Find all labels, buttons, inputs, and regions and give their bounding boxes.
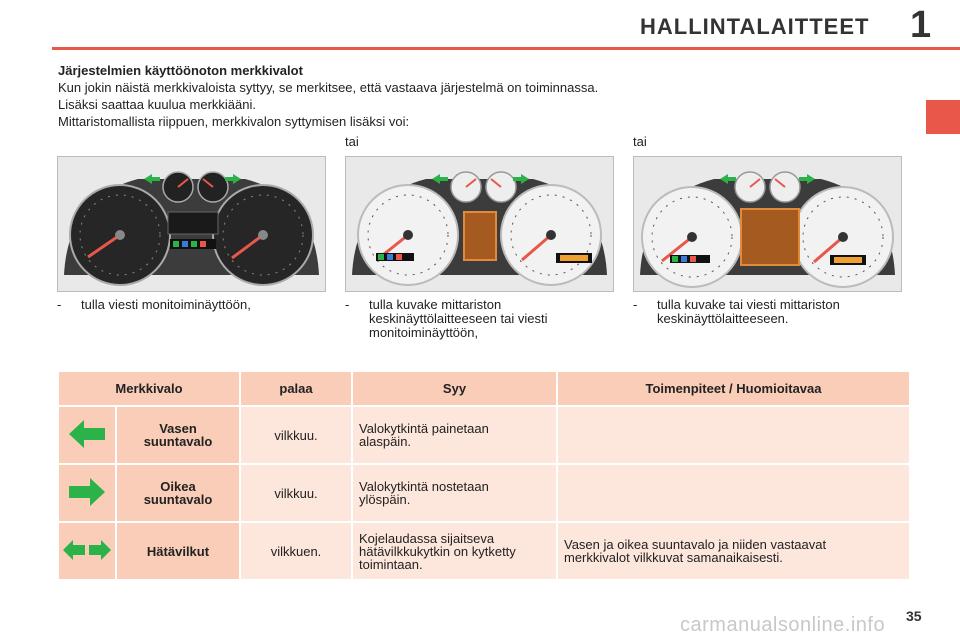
or-label: tai	[633, 134, 647, 149]
indicator-action: Vasen ja oikea suuntavalo ja niiden vastaavat merkkivalot vilkkuvat samanaikaisesti.	[558, 523, 909, 579]
indicator-name: Vasen suuntavalo	[117, 407, 239, 463]
intro-text	[58, 62, 778, 130]
intro-line: Kun jokin näistä merkkivaloista syttyy, se merkitsee, että vastaava järjestelmä on toiminnassa.	[58, 80, 599, 95]
caption-line: tulla viesti monitoiminäyttöön,	[81, 297, 251, 312]
indicator-name: Hätävilkut	[117, 523, 239, 579]
indicator-state: vilkkuu.	[241, 407, 351, 463]
indicator-name: Oikea suuntavalo	[117, 465, 239, 521]
column-header-state: palaa	[241, 372, 351, 405]
page-title: HALLINTALAITTEET	[640, 14, 870, 39]
column-header-cause: Syy	[353, 372, 556, 405]
indicator-icon-cell	[59, 465, 115, 521]
indicator-action	[558, 465, 909, 521]
instrument-cluster-image-2	[345, 156, 614, 292]
indicator-state: vilkkuu.	[241, 465, 351, 521]
indicator-icon-cell	[59, 407, 115, 463]
intro-line: Lisäksi saattaa kuulua merkkiääni.	[58, 97, 256, 112]
instrument-cluster-image-3	[633, 156, 902, 292]
column-header-indicator: Merkkivalo	[59, 372, 239, 405]
caption-line: monitoiminäyttöön,	[369, 325, 479, 340]
caption-line: keskinäyttölaitteeseen.	[657, 311, 789, 326]
caption-line: tulla kuvake mittariston	[369, 297, 502, 312]
indicator-state: vilkkuen.	[241, 523, 351, 579]
instrument-cluster-image-1	[57, 156, 326, 292]
indicator-table	[57, 370, 911, 581]
indicator-cause: Kojelaudassa sijaitseva hätävilkkukytkin on kytketty toimintaan.	[353, 523, 556, 579]
column-header-action: Toimenpiteet / Huomioitavaa	[558, 372, 909, 405]
table-row	[59, 523, 909, 579]
or-label: tai	[345, 134, 359, 149]
chapter-tab	[926, 100, 960, 134]
table-row	[59, 465, 909, 521]
caption-line: keskinäyttölaitteeseen tai viesti	[369, 311, 548, 326]
table-row	[59, 407, 909, 463]
chapter-number: 1	[910, 4, 932, 46]
indicator-cause: Valokytkintä nostetaan ylöspäin.	[353, 465, 556, 521]
section-heading: Järjestelmien käyttöönoton merkkivalot	[58, 63, 303, 78]
indicator-action	[558, 407, 909, 463]
left-arrow-icon	[67, 416, 107, 452]
indicator-icon-cell	[59, 523, 115, 579]
intro-line: Mittaristomallista riippuen, merkkivalon syttymisen lisäksi voi:	[58, 114, 410, 129]
table-header-row	[59, 372, 909, 405]
caption-line: tulla kuvake tai viesti mittariston	[657, 297, 840, 312]
watermark: carmanualsonline.info	[680, 614, 886, 636]
hazard-arrows-icon	[62, 535, 112, 565]
right-arrow-icon	[67, 474, 107, 510]
header-rule	[52, 47, 960, 50]
page-number: 35	[906, 608, 922, 624]
indicator-cause: Valokytkintä painetaan alaspäin.	[353, 407, 556, 463]
